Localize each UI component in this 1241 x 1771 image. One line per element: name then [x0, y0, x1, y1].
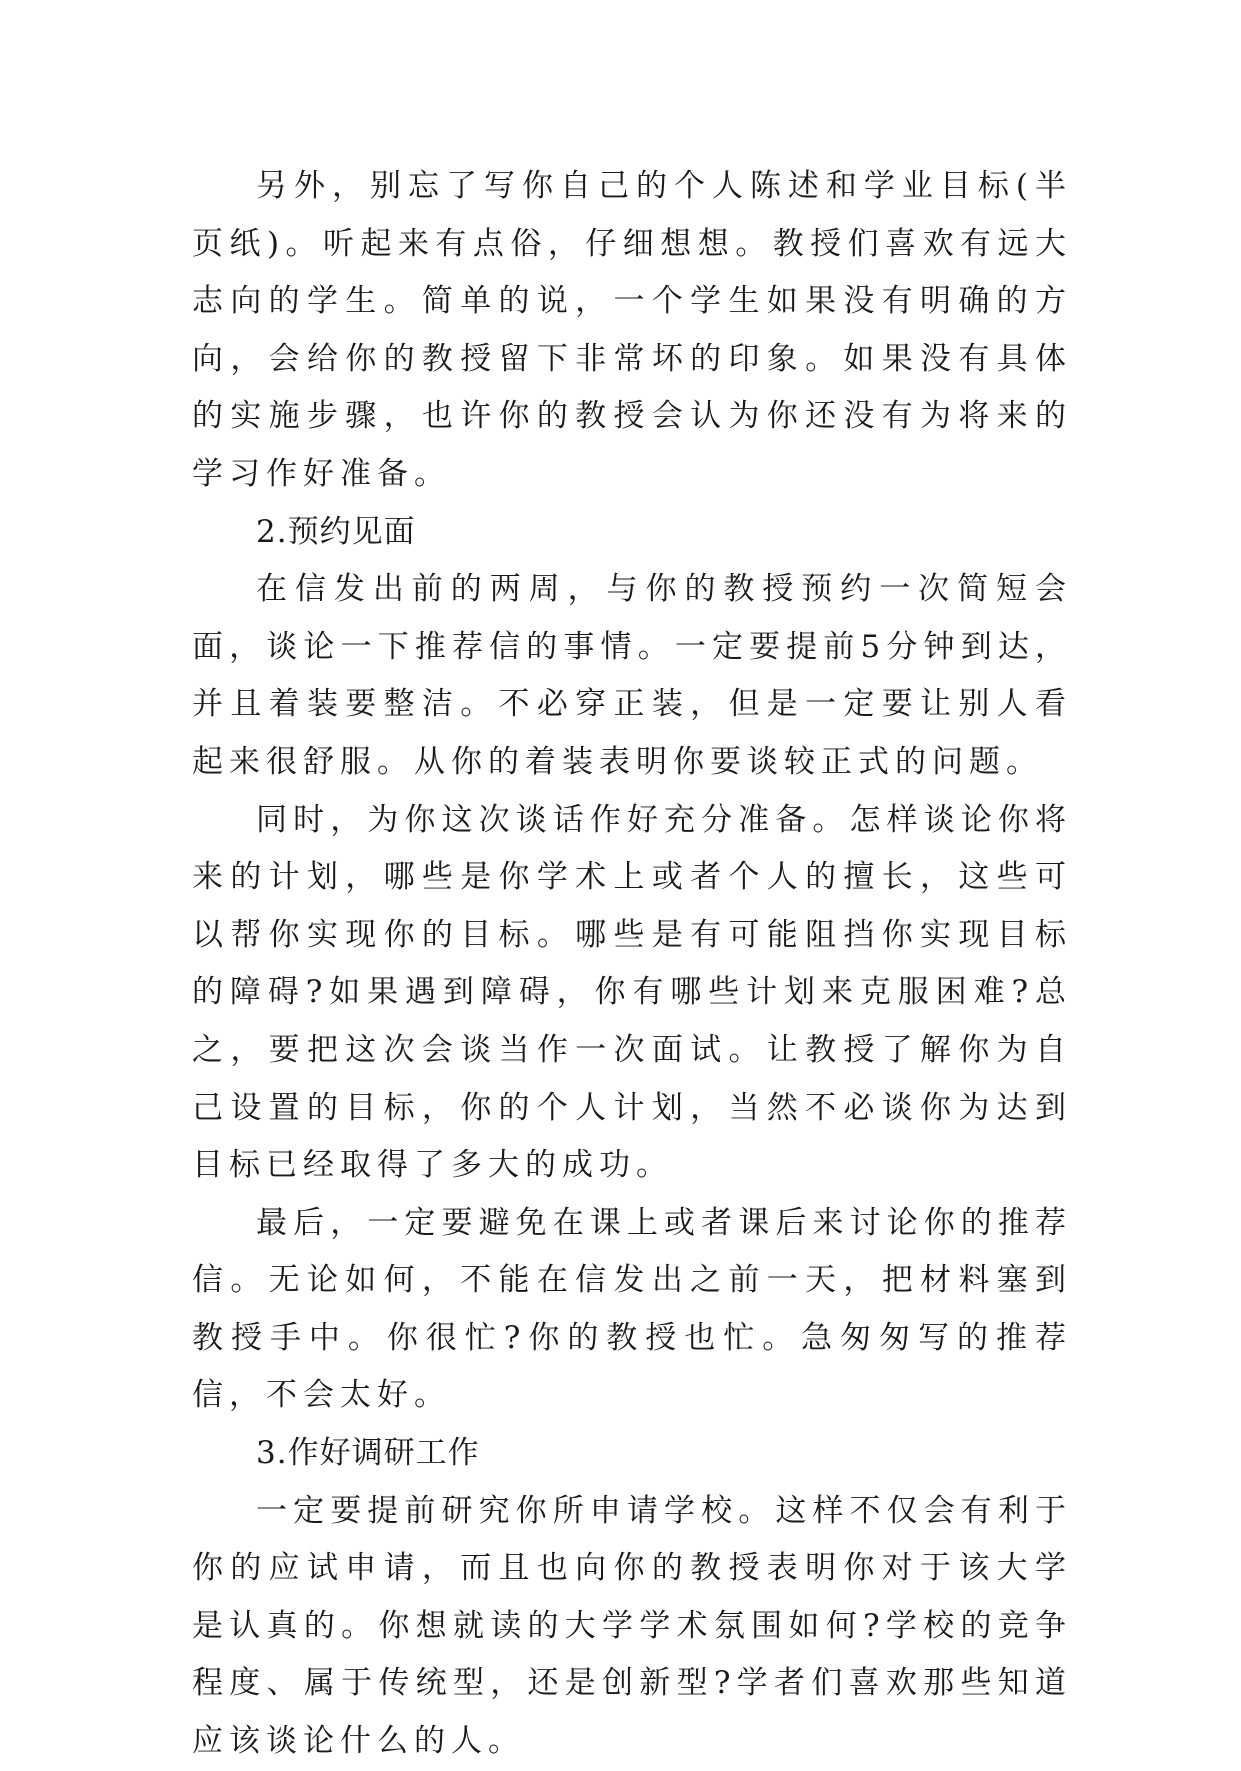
section-heading-research: 3.作好调研工作 — [256, 1435, 480, 1472]
paragraph-research: 一定要提前研究你所申请学校。这样不仅会有利于你的应试申请，而且也向你的教授表明你对于该大学是认真的。你想就读的大学学术氛围如何?学校的竞争程度、属于传统型，还是创新型?学者们喜欢那些知道应该谈论什么的人。 — [192, 1492, 1072, 1760]
section-heading-appointment: 2.预约见面 — [256, 513, 416, 550]
paragraph-personal-statement: 另外，别忘了写你自己的个人陈述和学业目标(半页纸)。听起来有点俗，仔细想想。教授们喜欢有远大志向的学生。简单的说，一个学生如果没有明确的方向，会给你的教授留下非常坏的印象。如果没有具体的实施步骤，也许你的教授会认为你还没有为将来的学习作好准备。 — [192, 168, 1072, 492]
document-body — [192, 158, 1072, 1771]
paragraph-preparation: 同时，为你这次谈话作好充分准备。怎样谈论你将来的计划，哪些是你学术上或者个人的擅长，这些可以帮你实现你的目标。哪些是有可能阻挡你实现目标的障碍?如果遇到障碍，你有哪些计划来克服困难?总之，要把这次会谈当作一次面试。让教授了解你为自己设置的目标，你的个人计划，当然不必谈你为达到目标已经取得了多大的成功。 — [192, 801, 1072, 1184]
paragraph-timing: 最后，一定要避免在课上或者课后来讨论你的推荐信。无论如何，不能在信发出之前一天，把材料塞到教授手中。你很忙?你的教授也忙。急匆匆写的推荐信，不会太好。 — [192, 1204, 1072, 1414]
paragraph-appointment: 在信发出前的两周，与你的教授预约一次简短会面，谈论一下推荐信的事情。一定要提前5分钟到达，并且着装要整洁。不必穿正装，但是一定要让别人看起来很舒服。从你的着装表明你要谈较正式的问题。 — [192, 571, 1072, 780]
